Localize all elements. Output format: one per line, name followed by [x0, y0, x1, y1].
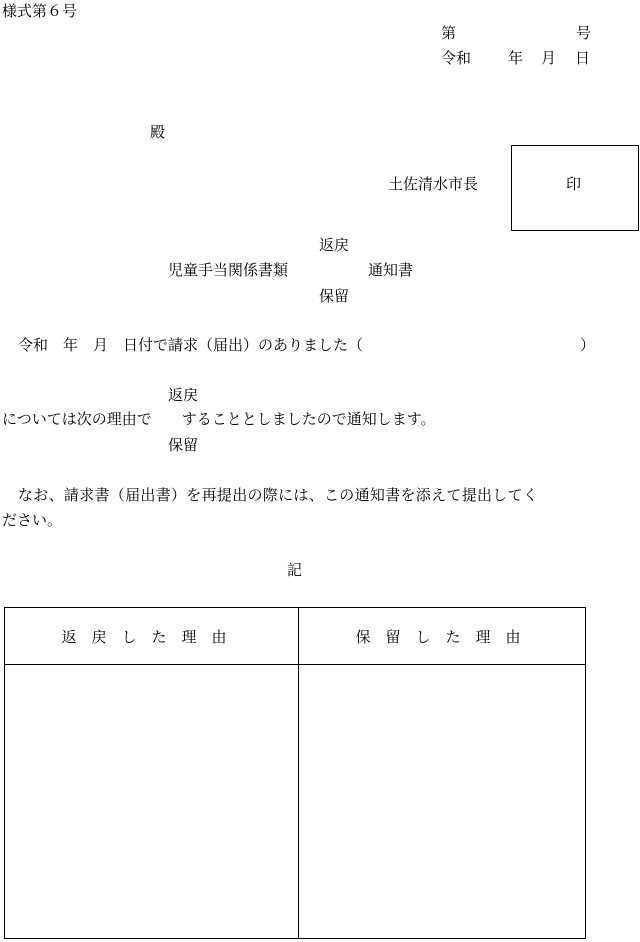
- recipient-suffix: 殿: [150, 123, 166, 141]
- date-month: 月: [541, 49, 557, 67]
- number-prefix: 第: [441, 24, 457, 42]
- body-close-paren: ）: [580, 336, 596, 354]
- body-option-return: 返戻: [168, 386, 199, 404]
- reason-table: [4, 607, 586, 939]
- form-label: 様式第６号: [2, 2, 78, 20]
- body-option-hold: 保留: [168, 436, 199, 454]
- title-option-return: 返戻: [319, 236, 350, 254]
- date-day: 日: [575, 49, 591, 67]
- date-era: 令和: [441, 49, 472, 67]
- hold-reason-cell[interactable]: [299, 665, 585, 938]
- ki-heading: 記: [287, 561, 303, 579]
- seal-box: [511, 145, 639, 231]
- table-header-return: 返戻した理由: [61, 628, 242, 646]
- date-year: 年: [508, 49, 524, 67]
- body-note-line2: ださい。: [2, 511, 63, 529]
- body-reason-line: については次の理由で することとしましたので通知します。: [2, 410, 436, 428]
- table-header-hold: 保留した理由: [355, 628, 536, 646]
- body-note-line1: なお、請求書（届出書）を再提出の際には、この通知書を添えて提出してく: [18, 486, 539, 504]
- number-suffix: 号: [576, 24, 592, 42]
- title-option-hold: 保留: [319, 287, 350, 305]
- issuer-name: 土佐清水市長: [388, 175, 479, 193]
- title-main: 児童手当関係書類: [168, 261, 289, 279]
- seal-label: 印: [566, 175, 582, 193]
- title-suffix: 通知書: [368, 261, 414, 279]
- return-reason-cell[interactable]: [5, 665, 298, 938]
- body-date-text: 令和 年 月 日付で請求（届出）のありました（: [18, 336, 364, 354]
